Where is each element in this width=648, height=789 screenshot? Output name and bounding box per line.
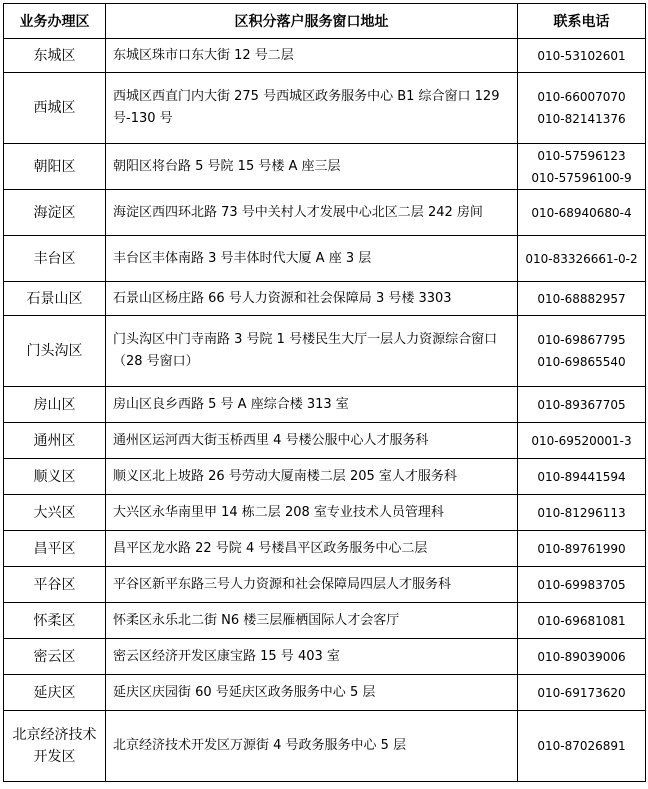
phone-number: 010-82141376 bbox=[537, 112, 626, 126]
phone-number: 010-69520001-3 bbox=[531, 433, 632, 448]
phone-number: 010-89039006 bbox=[537, 649, 626, 664]
phone-number: 010-57596100-9 bbox=[531, 170, 632, 185]
phone-number: 010-66007070 bbox=[537, 90, 626, 104]
address-cell: 西城区西直门内大街 275 号西城区政务服务中心 B1 综合窗口 129 号-130 号 bbox=[106, 73, 518, 144]
table-row bbox=[4, 711, 646, 782]
phone-cell bbox=[518, 567, 646, 603]
phone-number: 010-89441594 bbox=[537, 469, 626, 484]
phone-cell bbox=[518, 423, 646, 459]
table-row bbox=[4, 423, 646, 459]
phone-number: 010-83326661-0-2 bbox=[525, 251, 638, 266]
phone-number: 010-89761990 bbox=[537, 541, 626, 556]
table-body bbox=[4, 39, 646, 782]
district-cell: 丰台区 bbox=[4, 236, 106, 282]
phone-cell bbox=[518, 282, 646, 316]
phone-number: 010-69983705 bbox=[537, 577, 626, 592]
table-row bbox=[4, 387, 646, 423]
phone-cell bbox=[518, 603, 646, 639]
phone-cell bbox=[518, 73, 646, 144]
phone-cell bbox=[518, 39, 646, 73]
district-cell: 朝阳区 bbox=[4, 144, 106, 190]
table-row bbox=[4, 236, 646, 282]
header-district: 业务办理区 bbox=[4, 4, 106, 39]
table-row bbox=[4, 190, 646, 236]
phone-cell bbox=[518, 236, 646, 282]
phone-number: 010-89367705 bbox=[537, 397, 626, 412]
phone-number: 010-81296113 bbox=[537, 505, 626, 520]
address-cell: 房山区良乡西路 5 号 A 座综合楼 313 室 bbox=[106, 387, 518, 423]
table-row bbox=[4, 675, 646, 711]
address-cell: 昌平区龙水路 22 号院 4 号楼昌平区政务服务中心二层 bbox=[106, 531, 518, 567]
district-cell: 延庆区 bbox=[4, 675, 106, 711]
phone-number: 010-68882957 bbox=[537, 291, 626, 306]
phone-cell bbox=[518, 144, 646, 190]
phone-cell bbox=[518, 639, 646, 675]
table-row bbox=[4, 495, 646, 531]
address-cell: 朝阳区将台路 5 号院 15 号楼 A 座三层 bbox=[106, 144, 518, 190]
header-row bbox=[4, 4, 646, 39]
phone-number: 010-69173620 bbox=[537, 685, 626, 700]
table-row bbox=[4, 282, 646, 316]
address-cell: 顺义区北上坡路 26 号劳动大厦南楼二层 205 室人才服务科 bbox=[106, 459, 518, 495]
address-cell: 密云区经济开发区康宝路 15 号 403 室 bbox=[106, 639, 518, 675]
address-cell: 怀柔区永乐北二街 N6 楼三层雁栖国际人才会客厅 bbox=[106, 603, 518, 639]
district-cell: 大兴区 bbox=[4, 495, 106, 531]
phone-cell bbox=[518, 531, 646, 567]
table-row bbox=[4, 567, 646, 603]
phone-cell bbox=[518, 675, 646, 711]
table-row bbox=[4, 603, 646, 639]
phone-number: 010-68940680-4 bbox=[531, 205, 632, 220]
district-cell: 顺义区 bbox=[4, 459, 106, 495]
phone-number: 010-87026891 bbox=[537, 739, 626, 753]
table-row bbox=[4, 39, 646, 73]
address-cell: 北京经济技术开发区万源街 4 号政务服务中心 5 层 bbox=[106, 711, 518, 782]
phone-number: 010-57596123 bbox=[537, 148, 626, 163]
phone-number: 010-69681081 bbox=[537, 613, 626, 628]
phone-cell bbox=[518, 711, 646, 782]
district-cell: 西城区 bbox=[4, 73, 106, 144]
district-cell: 海淀区 bbox=[4, 190, 106, 236]
district-cell: 通州区 bbox=[4, 423, 106, 459]
phone-number: 010-69865540 bbox=[537, 355, 626, 369]
phone-cell bbox=[518, 316, 646, 387]
district-cell: 房山区 bbox=[4, 387, 106, 423]
address-cell: 门头沟区中门寺南路 3 号院 1 号楼民生大厅一层人力资源综合窗口（28 号窗口） bbox=[106, 316, 518, 387]
district-cell: 昌平区 bbox=[4, 531, 106, 567]
district-cell: 门头沟区 bbox=[4, 316, 106, 387]
district-cell: 平谷区 bbox=[4, 567, 106, 603]
header-address: 区积分落户服务窗口地址 bbox=[106, 4, 518, 39]
address-cell: 大兴区永华南里甲 14 栋二层 208 室专业技术人员管理科 bbox=[106, 495, 518, 531]
phone-cell bbox=[518, 190, 646, 236]
phone-number: 010-69867795 bbox=[537, 333, 626, 347]
header-phone: 联系电话 bbox=[518, 4, 646, 39]
district-cell: 东城区 bbox=[4, 39, 106, 73]
table-row bbox=[4, 459, 646, 495]
district-cell: 石景山区 bbox=[4, 282, 106, 316]
table-row bbox=[4, 639, 646, 675]
phone-cell bbox=[518, 459, 646, 495]
phone-cell bbox=[518, 495, 646, 531]
address-cell: 延庆区庆园街 60 号延庆区政务服务中心 5 层 bbox=[106, 675, 518, 711]
table-row bbox=[4, 316, 646, 387]
table-row bbox=[4, 73, 646, 144]
table-header bbox=[4, 4, 646, 39]
address-cell: 通州区运河西大街玉桥西里 4 号楼公服中心人才服务科 bbox=[106, 423, 518, 459]
district-cell: 北京经济技术开发区 bbox=[4, 711, 106, 782]
address-cell: 海淀区西四环北路 73 号中关村人才发展中心北区二层 242 房间 bbox=[106, 190, 518, 236]
address-cell: 石景山区杨庄路 66 号人力资源和社会保障局 3 号楼 3303 bbox=[106, 282, 518, 316]
phone-number: 010-53102601 bbox=[537, 48, 626, 63]
address-cell: 平谷区新平东路三号人力资源和社会保障局四层人才服务科 bbox=[106, 567, 518, 603]
office-address-table bbox=[3, 3, 646, 782]
phone-cell bbox=[518, 387, 646, 423]
district-cell: 怀柔区 bbox=[4, 603, 106, 639]
table-row bbox=[4, 531, 646, 567]
address-cell: 东城区珠市口东大街 12 号二层 bbox=[106, 39, 518, 73]
address-cell: 丰台区丰体南路 3 号丰体时代大厦 A 座 3 层 bbox=[106, 236, 518, 282]
table-row bbox=[4, 144, 646, 190]
district-cell: 密云区 bbox=[4, 639, 106, 675]
